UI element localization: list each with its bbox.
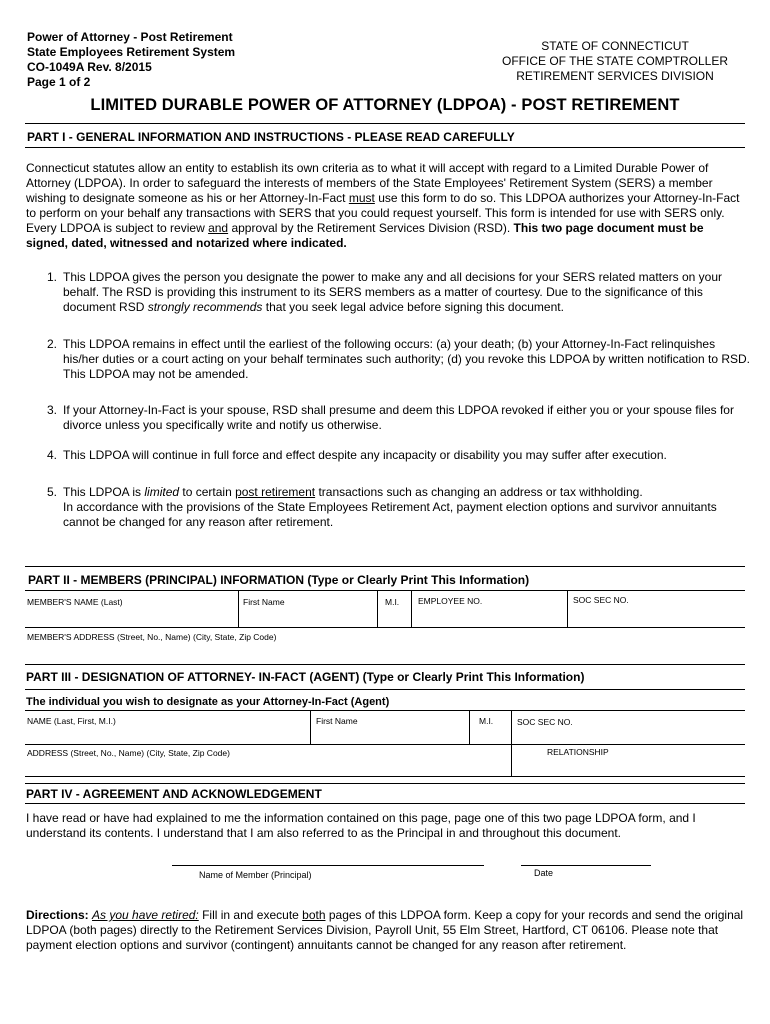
directions-paragraph bbox=[26, 908, 744, 953]
part4-heading: PART IV - AGREEMENT AND ACKNOWLEDGEMENT bbox=[26, 787, 322, 801]
item-number: 2. bbox=[47, 337, 58, 351]
agency-block bbox=[470, 39, 760, 84]
divider bbox=[25, 627, 745, 628]
member-mi-field[interactable]: M.I. bbox=[385, 597, 400, 607]
division-name: RETIREMENT SERVICES DIVISION bbox=[516, 69, 714, 83]
part3-subheading: The individual you wish to designate as your Attorney-In-Fact (Agent) bbox=[26, 696, 390, 708]
acknowledgement-text: I have read or have had explained to me the information contained on this page, page one of this two page LDPOA form, and I understand its contents. I understand that I am also referred to as the Principal in and throughout this document. bbox=[26, 811, 696, 840]
intro-text: use this form to do so. This LDPOA authorizes your Attorney-In-Fact to perform on your behalf any transactions with SERS that you could request yourself. This form is intended for use with SERS only. Every LDPOA is subject to review bbox=[26, 191, 740, 235]
field-divider bbox=[411, 590, 412, 627]
item-text: This LDPOA is bbox=[63, 485, 145, 499]
field-divider bbox=[469, 710, 470, 744]
item-text: transactions such as changing an address or tax withholding. bbox=[315, 485, 643, 499]
divider bbox=[25, 689, 745, 690]
field-divider bbox=[310, 710, 311, 744]
agent-name-field[interactable]: NAME (Last, First, M.I.) bbox=[27, 716, 116, 726]
item-text: This LDPOA gives the person you designate the power to make any and all decisions for your SERS related matters on your behalf. The RSD is providing this instrument to its SERS members as a matter of courtesy. Due to the significance of this document RSD bbox=[63, 270, 723, 314]
directions-label: Directions: bbox=[26, 908, 89, 922]
state-name: STATE OF CONNECTICUT bbox=[541, 39, 689, 53]
item-text: to certain bbox=[179, 485, 236, 499]
item-number: 3. bbox=[47, 403, 58, 417]
field-divider bbox=[238, 590, 239, 627]
page-number: Page 1 of 2 bbox=[27, 75, 91, 89]
divider bbox=[25, 147, 745, 148]
document-title: LIMITED DURABLE POWER OF ATTORNEY (LDPOA) - POST RETIREMENT bbox=[90, 96, 680, 114]
agent-ssn-field[interactable]: SOC SEC NO. bbox=[517, 717, 573, 727]
item-text: This LDPOA remains in effect until the earliest of the following occurs: (a) your death; (b) your Attorney-In-Fact relinquishes his/her duties or a court acting on your behalf terminates such authority; (d) you revoke this LDPOA by written notification to RSD. This LDPOA may not be amended. bbox=[63, 337, 750, 381]
agent-relationship-field[interactable]: RELATIONSHIP bbox=[547, 747, 609, 757]
directions-both: both bbox=[302, 908, 326, 922]
date-label: Date bbox=[534, 868, 554, 878]
signature-line[interactable] bbox=[172, 865, 484, 866]
divider bbox=[25, 590, 745, 591]
item-number: 4. bbox=[47, 448, 58, 462]
item-text: In accordance with the provisions of the State Employees Retirement Act, payment election options and survivor annuitants cannot be changed for any reason after retirement. bbox=[63, 500, 717, 529]
member-address-field[interactable]: MEMBER'S ADDRESS (Street, No., Name) (City, State, Zip Code) bbox=[27, 632, 277, 642]
agent-mi-field[interactable]: M.I. bbox=[479, 716, 494, 726]
form-identifier-block bbox=[27, 30, 235, 90]
intro-and: and bbox=[208, 221, 229, 235]
item-text: that you seek legal advice before signing this document. bbox=[262, 300, 564, 314]
field-divider bbox=[567, 590, 568, 627]
agent-address-field[interactable]: ADDRESS (Street, No., Name) (City, State, Zip Code) bbox=[27, 748, 230, 758]
part1-heading: PART I - GENERAL INFORMATION AND INSTRUCTIONS - PLEASE READ CAREFULLY bbox=[27, 130, 515, 144]
intro-must: must bbox=[348, 191, 375, 205]
system-name: State Employees Retirement System bbox=[27, 45, 236, 59]
office-name: OFFICE OF THE STATE COMPTROLLER bbox=[501, 54, 729, 68]
intro-text: approval by the Retirement Services Division (RSD). bbox=[228, 221, 514, 235]
member-first-name-field[interactable]: First Name bbox=[243, 597, 285, 607]
intro-paragraph bbox=[26, 161, 744, 251]
intro-text: Connecticut statutes allow an entity to establish its own criteria as to what it will accept with regard to a Limited Durable Power of Attorney (LDPOA). In order to safeguard the interests of members of the State Employees' Retirement System (SERS) a member wishing to designate someone as his or her Attorney-In-Fact bbox=[26, 161, 713, 205]
directions-text: Fill in and execute bbox=[198, 908, 303, 922]
divider bbox=[25, 710, 745, 711]
date-line[interactable] bbox=[521, 865, 651, 866]
directions-text: pages of this LDPOA form. Keep a copy for your records and send the original LDPOA (both pages) directly to the Retirement Services Division, Payroll Unit, 55 Elm Street, Hartford, CT 06106. Please note that payment election options and survivor (contingent) annuitants cannot be changed for any reason after retirement. bbox=[26, 908, 744, 952]
member-last-name-field[interactable]: MEMBER'S NAME (Last) bbox=[27, 597, 123, 607]
divider bbox=[25, 744, 745, 745]
divider bbox=[25, 664, 745, 665]
agent-first-name-field[interactable]: First Name bbox=[316, 716, 358, 726]
item-number: 5. bbox=[47, 485, 58, 499]
divider bbox=[25, 783, 745, 784]
item-emphasis: strongly recommends bbox=[147, 300, 263, 314]
item-number: 1. bbox=[47, 270, 58, 284]
part2-heading: PART II - MEMBERS (PRINCIPAL) INFORMATION (Type or Clearly Print This Information) bbox=[28, 573, 530, 587]
divider bbox=[25, 776, 745, 777]
divider bbox=[25, 566, 745, 567]
intro-bold-instruction: This two page document must be signed, dated, witnessed and notarized where indicated. bbox=[26, 221, 704, 250]
member-ssn-field[interactable]: SOC SEC NO. bbox=[573, 595, 629, 605]
divider bbox=[25, 803, 745, 804]
divider bbox=[25, 123, 745, 124]
field-divider bbox=[511, 710, 512, 776]
form-number: CO-1049A Rev. 8/2015 bbox=[27, 60, 152, 74]
form-name: Power of Attorney - Post Retirement bbox=[27, 30, 233, 44]
employee-number-field[interactable]: EMPLOYEE NO. bbox=[418, 596, 483, 606]
item-text: If your Attorney-In-Fact is your spouse, RSD shall presume and deem this LDPOA revoked if either you or your spouse files for divorce unless you specifically write and notify us otherwise. bbox=[63, 403, 734, 432]
part3-heading: PART III - DESIGNATION OF ATTORNEY- IN-FACT (AGENT) (Type or Clearly Print This Information) bbox=[26, 670, 585, 684]
item-underline: post retirement bbox=[235, 485, 316, 499]
directions-condition: As you have retired: bbox=[92, 908, 199, 922]
field-divider bbox=[377, 590, 378, 627]
signature-label: Name of Member (Principal) bbox=[199, 870, 312, 880]
item-text: This LDPOA will continue in full force and effect despite any incapacity or disability you may suffer after execution. bbox=[63, 448, 667, 462]
item-emphasis: limited bbox=[144, 485, 180, 499]
